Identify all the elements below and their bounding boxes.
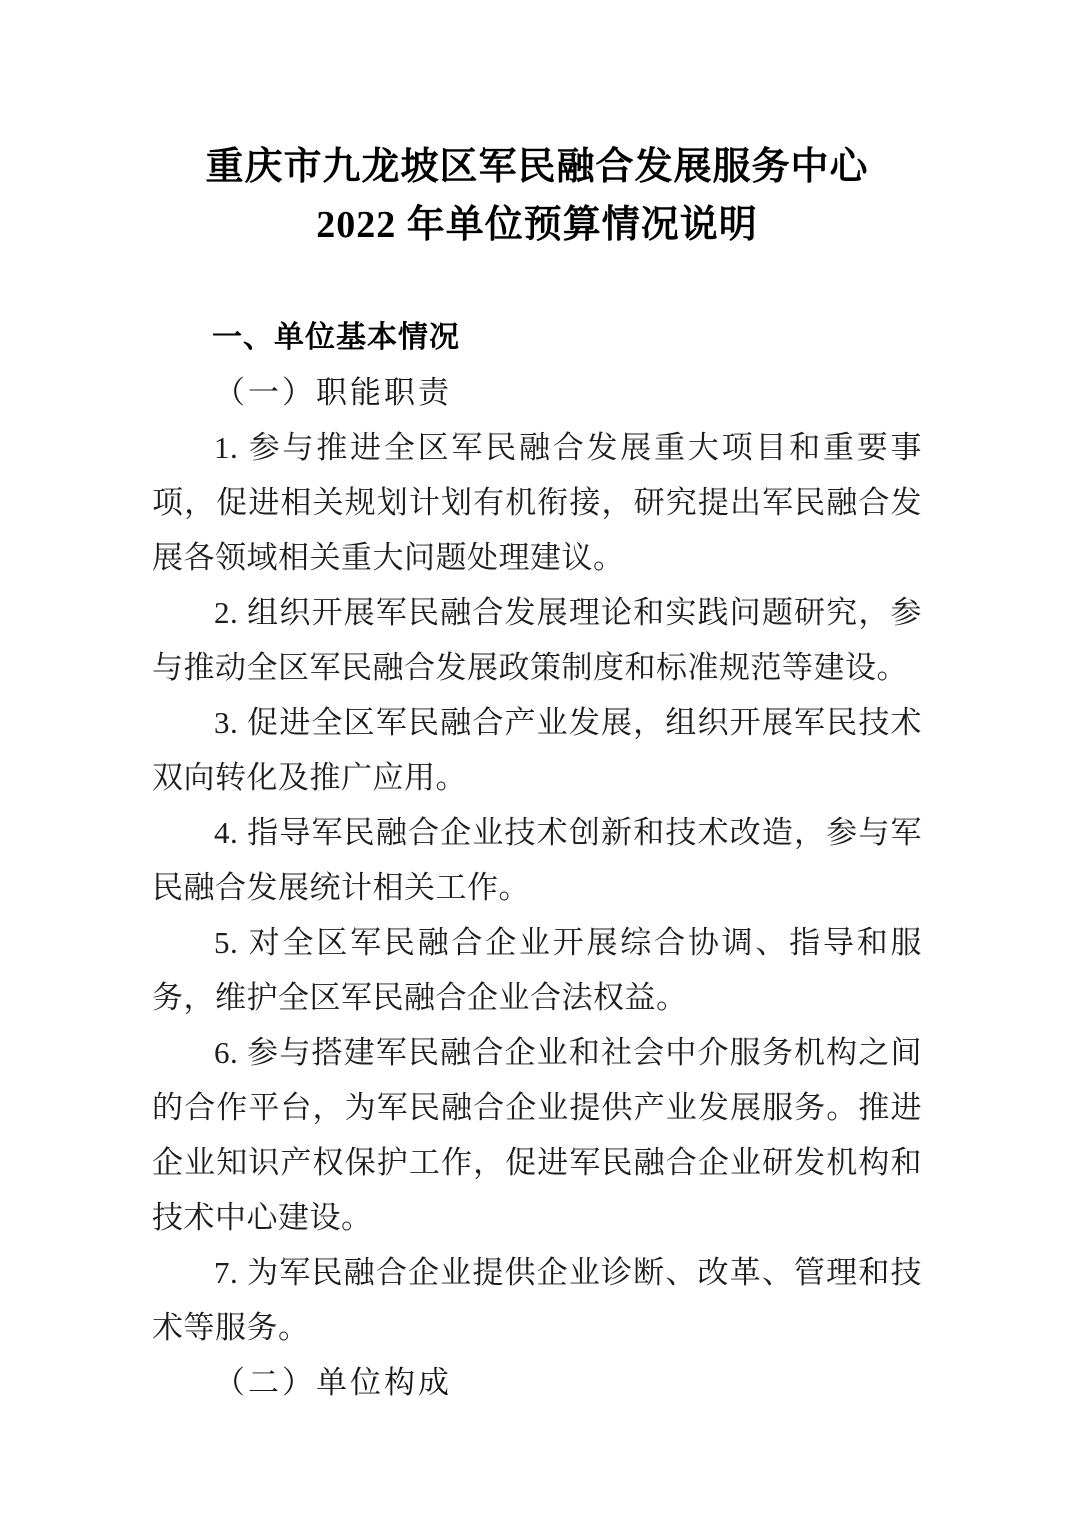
paragraph-duty-7: 7. 为军民融合企业提供企业诊断、改革、管理和技术等服务。 bbox=[152, 1255, 922, 1345]
paragraph-duty-1: 1. 参与推进全区军民融合发展重大项目和重要事项，促进相关规划计划有机衔接，研究提出军民融合发展各领域相关重大问题处理建议。 bbox=[152, 430, 922, 575]
paragraph-duty-5: 5. 对全区军民融合企业开展综合协调、指导和服务，维护全区军民融合企业合法权益。 bbox=[152, 925, 922, 1015]
document-title-line1: 重庆市九龙坡区军民融合发展服务中心 bbox=[205, 146, 869, 188]
subsection-heading-composition: （二）单位构成 bbox=[214, 1365, 452, 1400]
section-heading-basic-info: 一、单位基本情况 bbox=[212, 321, 460, 354]
paragraph-duty-6: 6. 参与搭建军民融合企业和社会中介服务机构之间的合作平台，为军民融合企业提供产业发展服务。推进企业知识产权保护工作，促进军民融合企业研发机构和技术中心建设。 bbox=[152, 1035, 922, 1235]
paragraph-duty-3: 3. 促进全区军民融合产业发展，组织开展军民技术双向转化及推广应用。 bbox=[152, 705, 922, 795]
subsection-heading-duties: （一）职能职责 bbox=[214, 375, 452, 410]
paragraph-duty-4: 4. 指导军民融合企业技术创新和技术改造，参与军民融合发展统计相关工作。 bbox=[152, 815, 922, 905]
document-title bbox=[152, 138, 922, 254]
document-title-line2: 2022 年单位预算情况说明 bbox=[316, 204, 758, 246]
paragraph-duty-2: 2. 组织开展军民融合发展理论和实践问题研究，参与推动全区军民融合发展政策制度和标准规范等建设。 bbox=[152, 595, 922, 685]
